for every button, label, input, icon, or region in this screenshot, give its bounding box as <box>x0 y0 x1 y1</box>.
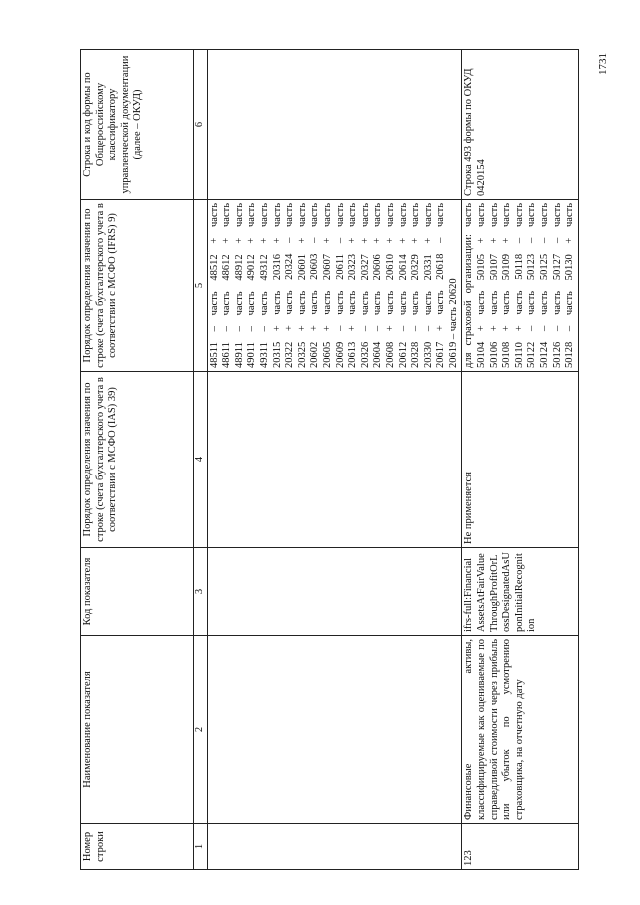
column-number: 5 <box>194 200 208 372</box>
table-row <box>207 50 462 870</box>
rotated-page <box>80 50 580 870</box>
column-number: 6 <box>194 50 208 200</box>
ifrs9-formula <box>209 203 448 368</box>
formula-line: 20613 + часть 20323 + часть <box>347 203 359 368</box>
formula-line: 49011 – часть 49012 + часть <box>246 203 258 368</box>
formula-line: 50126 – часть 50127 – часть <box>551 203 563 368</box>
ifrs9-cell <box>207 200 462 372</box>
okud-cell <box>207 50 462 200</box>
formula-line: 20604 – часть 20606 + часть <box>372 203 384 368</box>
indicator-code-cell: ifrs-full:FinancialAssetsAtFairValueThroughProfitOrLossDesignatedAsUponInitialRecognition <box>462 548 578 636</box>
ias39-cell: Не применяется <box>462 372 578 548</box>
column-number-row <box>194 50 208 870</box>
formula-line: 50106 + часть 50107 + часть <box>488 203 500 368</box>
formula-line: 20617 + часть 20618 – часть <box>435 203 447 368</box>
formula-line: 20325 + часть 20601 + часть <box>296 203 308 368</box>
column-number: 3 <box>194 548 208 636</box>
okud-cell: Строка 493 формы по ОКУД 0420154 <box>462 50 578 200</box>
formula-line: 20326 – часть 20327 + часть <box>359 203 371 368</box>
formula-line: 20328 – часть 20329 + часть <box>410 203 422 368</box>
indicator-name-cell <box>207 636 462 824</box>
indicator-code-cell <box>207 548 462 636</box>
ifrs9-formula-last: 20619 – часть 20620 <box>447 278 459 368</box>
row-number-cell: 123 <box>462 824 578 870</box>
row-number-cell <box>207 824 462 870</box>
indicator-table <box>80 49 579 870</box>
formula-line: 50124 – часть 50125 – часть <box>539 203 551 368</box>
column-number: 4 <box>194 372 208 548</box>
header-ifrs9: Порядок определения значения по строке (счета бухгалтерского учета в соответствии с МСФО (IFRS) 9) <box>81 200 194 372</box>
formula-line: 49311 – часть 49312 + часть <box>258 203 270 368</box>
header-indicator-code: Код показателя <box>81 548 194 636</box>
ifrs9-cell <box>462 200 578 372</box>
formula-line: 20605 + часть 20607 + часть <box>321 203 333 368</box>
formula-line: 20602 + часть 20603 – часть <box>309 203 321 368</box>
header-ias39: Порядок определения значения по строке (счета бухгалтерского учета в соответствии с МСФО (IAS) 39) <box>81 372 194 548</box>
page-number: 1731 <box>597 53 609 75</box>
formula-line: 50104 + часть 50105 + часть <box>476 203 488 368</box>
column-number: 1 <box>194 824 208 870</box>
table-row <box>462 50 578 870</box>
formula-line: 48911 – часть 48912 + часть <box>233 203 245 368</box>
ias39-cell <box>207 372 462 548</box>
header-okud: Строка и код формы по Общероссийскому классификатору управленческой документации (далее – ОКУД) <box>81 50 194 200</box>
formula-line: 50122 – часть 50123 – часть <box>526 203 538 368</box>
formula-line: 48611 – часть 48612 + часть <box>221 203 233 368</box>
formula-line: 20609 – часть 20611 – часть <box>334 203 346 368</box>
formula-line: 20608 + часть 20610 + часть <box>384 203 396 368</box>
ifrs9-formula <box>476 203 577 368</box>
formula-line: 20612 – часть 20614 + часть <box>397 203 409 368</box>
header-indicator-name: Наименование показателя <box>81 636 194 824</box>
formula-line: 20315 + часть 20316 + часть <box>271 203 283 368</box>
column-number: 2 <box>194 636 208 824</box>
formula-line: 50108 + часть 50109 + часть <box>501 203 513 368</box>
formula-line: 20330 – часть 20331 + часть <box>422 203 434 368</box>
indicator-name-cell: Финансовые активы, классифицируемые как оцениваемые по справедливой стоимости через прибыль или убыток по усмотрению страховщика, на отчетную дату <box>462 636 578 824</box>
formula-line: 50128 – часть 50130 + часть <box>564 203 576 368</box>
formula-line: 20322 + часть 20324 – часть <box>284 203 296 368</box>
formula-line: 48511 – часть 48512 + часть <box>208 203 220 368</box>
header-row <box>81 50 194 870</box>
formula-line: 50110 + часть 50118 – часть <box>513 203 525 368</box>
header-row-number: Номер строки <box>81 824 194 870</box>
ifrs9-formula-first: для страховой организации: часть <box>463 203 475 368</box>
